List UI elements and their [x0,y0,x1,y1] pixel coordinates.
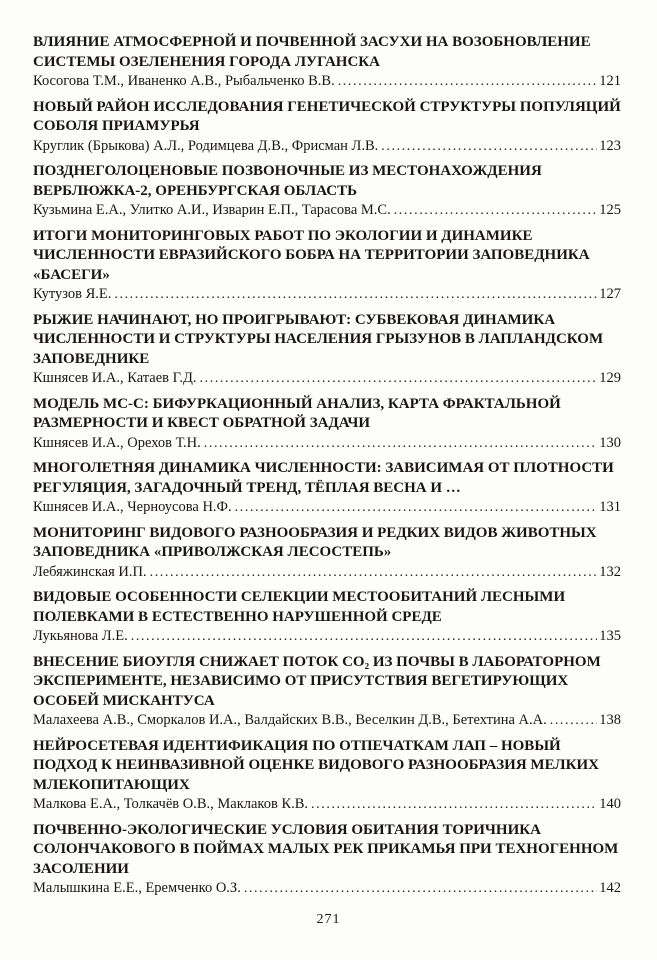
entry-page-number: 132 [599,563,621,580]
entry-title: ПОЗДНЕГОЛОЦЕНОВЫЕ ПОЗВОНОЧНЫЕ ИЗ МЕСТОНАХОЖДЕНИЯ ВЕРБЛЮЖКА-2, ОРЕНБУРГСКАЯ ОБЛАСТЬ [33,163,542,199]
entry-authors-line [33,369,621,389]
entry-page-number: 138 [599,712,621,728]
toc-entry [33,33,621,92]
entry-authors: Малышкина Е.Е., Еремченко О.З. [33,880,241,896]
entry-authors-line [33,627,621,647]
toc-entry [33,821,621,899]
toc-entry [33,98,621,157]
entry-authors-line [33,434,621,454]
entry-title: НОВЫЙ РАЙОН ИССЛЕДОВАНИЯ ГЕНЕТИЧЕСКОЙ СТРУКТУРЫ ПОПУЛЯЦИЙ СОБОЛЯ ПРИАМУРЬЯ [33,98,621,134]
dot-leader [200,369,598,389]
entry-authors: Круглик (Брыкова) А.Л., Родимцева Д.В., Фрисман Л.В. [33,137,379,154]
entry-authors-line [33,795,621,815]
dot-leader [235,498,598,518]
toc-entry [33,737,621,815]
entry-authors: Малкова Е.А., Толкачёв О.В., Маклаков К.В. [33,796,309,812]
entry-title: РЫЖИЕ НАЧИНАЮТ, НО ПРОИГРЫВАЮТ: СУБВЕКОВАЯ ДИНАМИКА ЧИСЛЕННОСТИ И СТРУКТУРЫ НАСЕЛЕНИЯ ГРЫЗУНОВ В ЛАПЛАНДСКОМ ЗАПОВЕДНИКЕ [33,311,604,367]
toc-entry [33,459,621,518]
entry-title: ПОЧВЕННО-ЭКОЛОГИЧЕСКИЕ УСЛОВИЯ ОБИТАНИЯ ТОРИЧНИКА СОЛОНЧАКОВОГО В ПОЙМАХ МАЛЫХ РЕК ПРИКАМЬЯ ПРИ ТЕХНОГЕННОМ ЗАСОЛЕНИИ [33,821,619,877]
dot-leader [338,72,598,92]
entry-title: МОНИТОРИНГ ВИДОВОГО РАЗНООБРАЗИЯ И РЕДКИХ ВИДОВ ЖИВОТНЫХ ЗАПОВЕДНИКА «ПРИВОЛЖСКАЯ ЛЕСОСТЕПЬ» [33,524,597,560]
entry-page-number: 127 [599,286,621,302]
entry-authors-line [33,498,621,518]
entry-authors-line [33,563,621,583]
dot-leader [244,879,597,899]
entry-authors: Кузьмина Е.А., Улитко А.И., Изварин Е.П., Тарасова М.С. [33,202,391,218]
entry-authors-line [33,711,621,731]
entry-page-number: 121 [599,73,621,89]
entry-authors: Лебяжинская И.П. [33,563,147,580]
toc-entry [33,524,621,583]
entry-authors: Кшнясев И.А., Орехов Т.Н. [33,434,201,451]
entry-authors-line [33,285,621,305]
entry-authors: Малахеева А.В., Сморкалов И.А., Валдайских В.В., Веселкин Д.В., Бетехтина А.А. [33,712,547,728]
entry-authors-line [33,201,621,221]
page-footer-number: 271 [316,912,341,927]
toc-entry [33,162,621,221]
entry-page-number: 125 [599,202,621,218]
dot-leader [204,434,598,454]
dot-leader [131,627,598,647]
toc-entry [33,395,621,454]
entry-title: ВЛИЯНИЕ АТМОСФЕРНОЙ И ПОЧВЕННОЙ ЗАСУХИ НА ВОЗОБНОВЛЕНИЕ СИСТЕМЫ ОЗЕЛЕНЕНИЯ ГОРОДА ЛУГАНСКА [33,34,591,70]
dot-leader [394,201,598,221]
entry-title: МНОГОЛЕТНЯЯ ДИНАМИКА ЧИСЛЕННОСТИ: ЗАВИСИМАЯ ОТ ПЛОТНОСТИ РЕГУЛЯЦИЯ, ЗАГАДОЧНЫЙ ТРЕНД, ТЁПЛАЯ ВЕСНА И … [33,460,614,496]
entry-page-number: 135 [599,628,621,644]
entry-page-number: 129 [599,370,621,386]
entry-page-number: 140 [599,796,621,812]
entry-page-number: 131 [599,499,621,515]
entry-title: ИТОГИ МОНИТОРИНГОВЫХ РАБОТ ПО ЭКОЛОГИИ И ДИНАМИКЕ ЧИСЛЕННОСТИ ЕВРАЗИЙСКОГО БОБРА НА ТЕРРИТОРИИ ЗАПОВЕДНИКА «БАСЕГИ» [33,227,590,283]
dot-leader [150,563,598,583]
entry-page-number: 142 [599,880,621,896]
dot-leader [381,137,597,157]
entry-title: НЕЙРОСЕТЕВАЯ ИДЕНТИФИКАЦИЯ ПО ОТПЕЧАТКАМ ЛАП – НОВЫЙ ПОДХОД К НЕИНВАЗИВНОЙ ОЦЕНКЕ ВИДОВОГО РАЗНООБРАЗИЯ МЕЛКИХ МЛЕКОПИТАЮЩИХ [33,737,599,793]
entry-authors: Кшнясев И.А., Черноусова Н.Ф. [33,499,232,515]
dot-leader [311,795,597,815]
entry-authors: Косогова Т.М., Иваненко А.В., Рыбальченко В.В. [33,73,335,89]
dot-leader [114,285,597,305]
toc-entry [33,588,621,647]
entry-title: МОДЕЛЬ МС-С: БИФУРКАЦИОННЫЙ АНАЛИЗ, КАРТА ФРАКТАЛЬНОЙ РАЗМЕРНОСТИ И КВЕСТ ОБРАТНОЙ ЗАДАЧИ [33,395,561,431]
toc-entry [33,311,621,389]
entry-title: ВИДОВЫЕ ОСОБЕННОСТИ СЕЛЕКЦИИ МЕСТООБИТАНИЙ ЛЕСНЫМИ ПОЛЕВКАМИ В ЕСТЕСТВЕННО НАРУШЕННОЙ СРЕДЕ [33,589,566,625]
entry-authors-line [33,879,621,899]
entry-page-number: 123 [599,137,621,154]
entry-authors-line [33,137,621,157]
entry-title: ВНЕСЕНИЕ БИОУГЛЯ СНИЖАЕТ ПОТОК СО₂ ИЗ ПОЧВЫ В ЛАБОРАТОРНОМ ЭКСПЕРИМЕНТЕ, НЕЗАВИСИМО ОТ ПРИСУТСТВИЯ ВЕГЕТИРУЮЩИХ ОСОБЕЙ МИСКАНТУСА [33,653,601,709]
dot-leader [550,711,598,731]
entry-authors: Лукьянова Л.Е. [33,628,128,644]
entry-page-number: 130 [599,434,621,451]
entry-authors: Кутузов Я.Е. [33,286,112,302]
toc-entry [33,653,621,731]
entry-authors-line [33,72,621,92]
entry-authors: Кшнясев И.А., Катаев Г.Д. [33,370,197,386]
toc-entry [33,227,621,305]
